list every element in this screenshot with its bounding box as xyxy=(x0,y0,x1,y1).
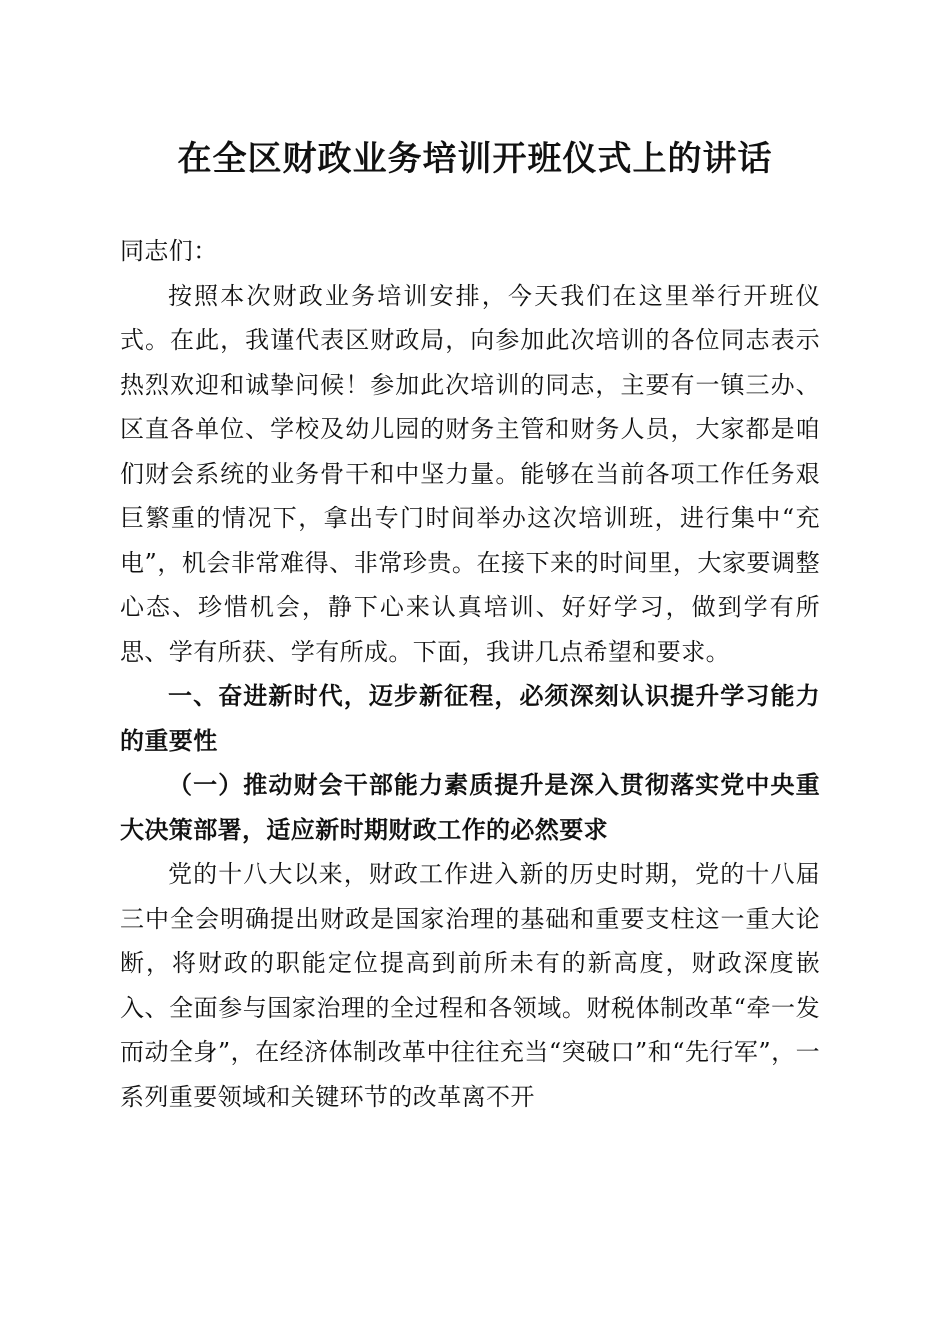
section-heading-1: 一、奋进新时代，迈步新征程，必须深刻认识提升学习能力的重要性 xyxy=(120,682,820,755)
document-title: 在全区财政业务培训开班仪式上的讲话 xyxy=(177,139,773,179)
subsection-heading-1: （一）推动财会干部能力素质提升是深入贯彻落实党中央重大决策部署，适应新时期财政工作的必然要求 xyxy=(120,770,820,844)
intro-paragraph: 按照本次财政业务培训安排，今天我们在这里举行开班仪式。在此，我谨代表区财政局，向参加此次培训的各位同志表示热烈欢迎和诚挚问候！参加此次培训的同志，主要有一镇三办、区直各单位、学校及幼儿园的财务主管和财务人员，大家都是咱们财会系统的业务骨干和中坚力量。能够在当前各项工作任务艰巨繁重的情况下，拿出专门时间举办这次培训班，进行集中“充电”，机会非常难得、非常珍贵。在接下来的时间里，大家要调整心态、珍惜机会，静下心来认真培训、好好学习，做到学有所思、学有所获、学有所成。下面，我讲几点希望和要求。 xyxy=(120,281,820,666)
document-body xyxy=(120,229,820,1119)
salutation: 同志们： xyxy=(120,237,218,265)
section-1-paragraph: 党的十八大以来，财政工作进入新的历史时期，党的十八届三中全会明确提出财政是国家治理的基础和重要支柱这一重大论断，将财政的职能定位提高到前所未有的新高度，财政深度嵌入、全面参与国家治理的全过程和各领域。财税体制改革“牵一发而动全身”，在经济体制改革中往往充当“突破口”和“先行军”，一系列重要领域和关键环节的改革离不开 xyxy=(120,860,820,1111)
